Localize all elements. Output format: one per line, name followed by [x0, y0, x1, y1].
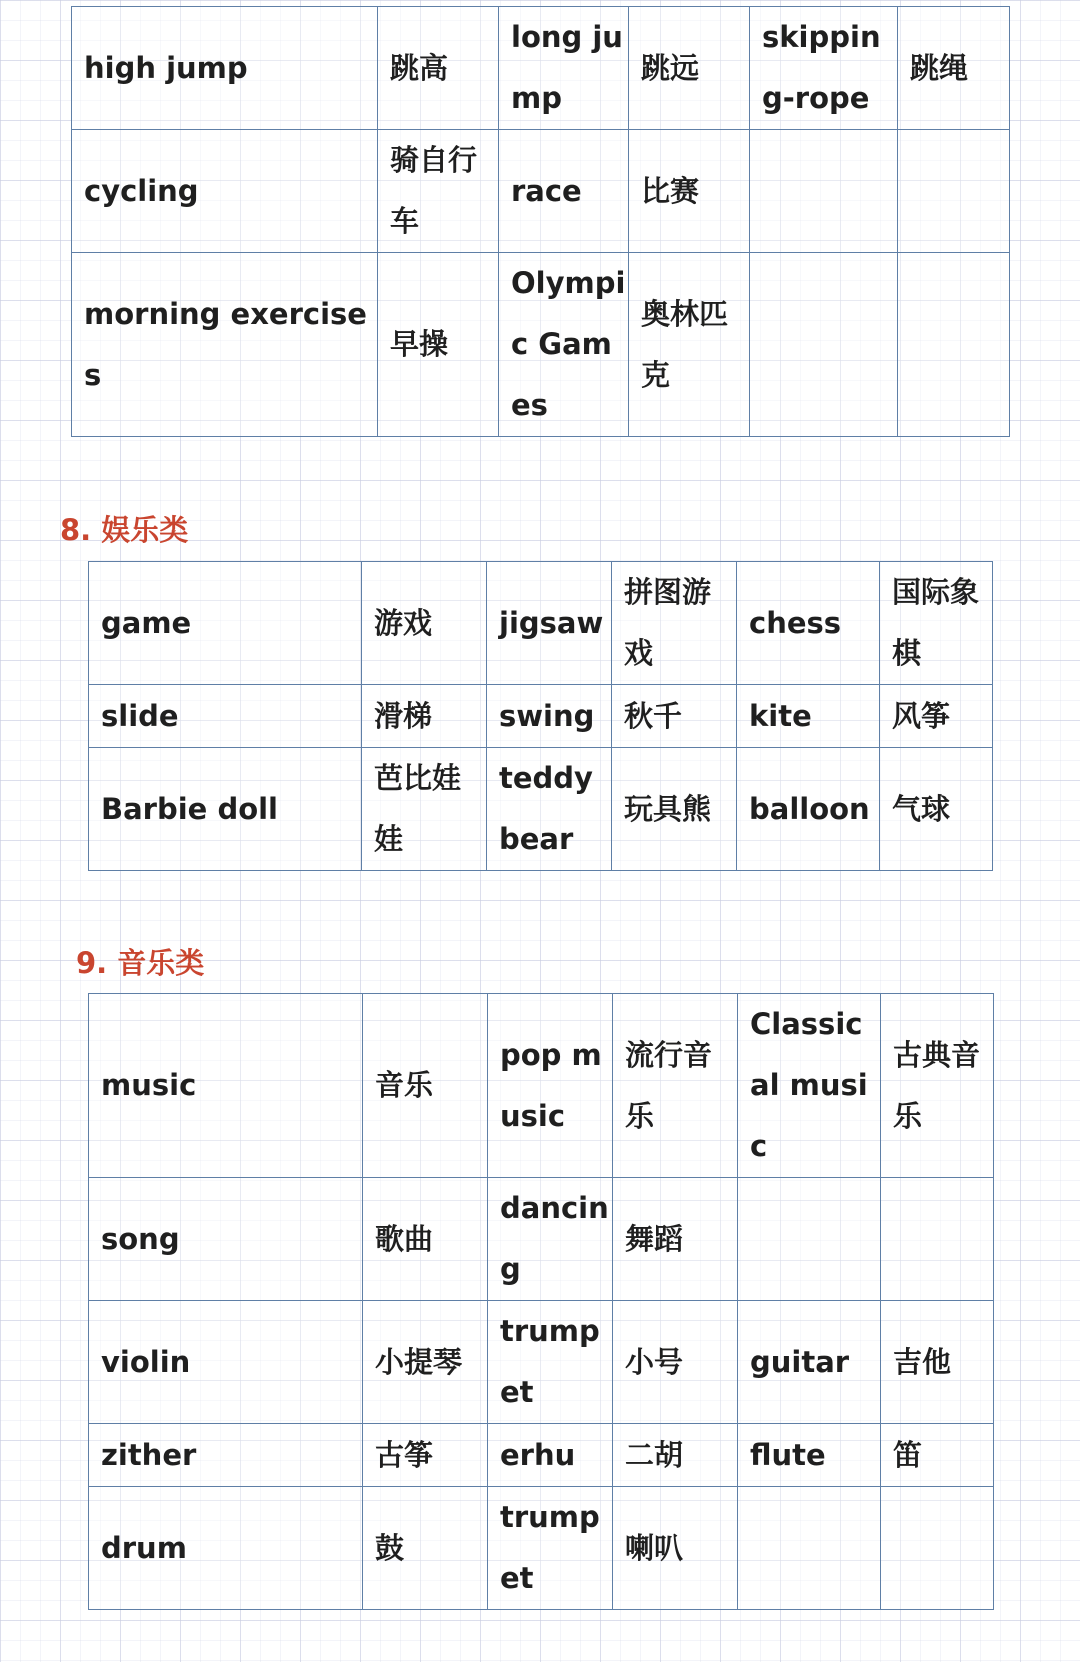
english-word: Classical music	[738, 994, 881, 1178]
table-row	[89, 994, 994, 1178]
empty-cell	[898, 253, 1010, 437]
section-title-music: 9. 音乐类	[76, 946, 205, 980]
english-word: guitar	[738, 1301, 881, 1424]
english-word: race	[499, 130, 629, 253]
english-word: skipping-rope	[750, 7, 898, 130]
chinese-meaning: 奥林匹克	[629, 253, 750, 437]
english-word: violin	[89, 1301, 363, 1424]
music-vocab-table	[88, 993, 994, 1610]
table-row	[89, 1487, 994, 1610]
english-word: flute	[738, 1424, 881, 1487]
empty-cell	[738, 1178, 881, 1301]
english-word: Olympic Games	[499, 253, 629, 437]
empty-cell	[750, 130, 898, 253]
table-row	[72, 253, 1010, 437]
empty-cell	[898, 130, 1010, 253]
empty-cell	[750, 253, 898, 437]
table-row	[89, 1178, 994, 1301]
chinese-meaning: 歌曲	[363, 1178, 488, 1301]
english-word: drum	[89, 1487, 363, 1610]
chinese-meaning: 古筝	[363, 1424, 488, 1487]
sports-vocab-table	[71, 6, 1010, 437]
chinese-meaning: 小号	[613, 1301, 738, 1424]
english-word: Barbie doll	[89, 748, 362, 871]
chinese-meaning: 跳远	[629, 7, 750, 130]
english-word: game	[89, 562, 362, 685]
table-row	[89, 562, 993, 685]
chinese-meaning: 音乐	[363, 994, 488, 1178]
table-row	[72, 130, 1010, 253]
english-word: balloon	[737, 748, 880, 871]
chinese-meaning: 游戏	[362, 562, 487, 685]
chinese-meaning: 拼图游戏	[612, 562, 737, 685]
english-word: erhu	[488, 1424, 613, 1487]
english-word: high jump	[72, 7, 378, 130]
english-word: trumpet	[488, 1301, 613, 1424]
english-word: trumpet	[488, 1487, 613, 1610]
chinese-meaning: 国际象棋	[880, 562, 993, 685]
english-word: jigsaw	[487, 562, 612, 685]
chinese-meaning: 风筝	[880, 685, 993, 748]
english-word: song	[89, 1178, 363, 1301]
english-word: teddy bear	[487, 748, 612, 871]
entertainment-vocab-table	[88, 561, 993, 871]
english-word: slide	[89, 685, 362, 748]
table-row	[89, 748, 993, 871]
chinese-meaning: 骑自行车	[378, 130, 499, 253]
chinese-meaning: 滑梯	[362, 685, 487, 748]
table-row	[72, 7, 1010, 130]
chinese-meaning: 早操	[378, 253, 499, 437]
chinese-meaning: 小提琴	[363, 1301, 488, 1424]
english-word: dancing	[488, 1178, 613, 1301]
chinese-meaning: 跳高	[378, 7, 499, 130]
english-word: pop music	[488, 994, 613, 1178]
table-row	[89, 1424, 994, 1487]
table-row	[89, 1301, 994, 1424]
english-word: long jump	[499, 7, 629, 130]
empty-cell	[738, 1487, 881, 1610]
empty-cell	[881, 1487, 994, 1610]
chinese-meaning: 玩具熊	[612, 748, 737, 871]
english-word: cycling	[72, 130, 378, 253]
chinese-meaning: 鼓	[363, 1487, 488, 1610]
english-word: morning exercises	[72, 253, 378, 437]
chinese-meaning: 跳绳	[898, 7, 1010, 130]
chinese-meaning: 喇叭	[613, 1487, 738, 1610]
chinese-meaning: 舞蹈	[613, 1178, 738, 1301]
table-row	[89, 685, 993, 748]
english-word: music	[89, 994, 363, 1178]
english-word: swing	[487, 685, 612, 748]
english-word: zither	[89, 1424, 363, 1487]
english-word: chess	[737, 562, 880, 685]
chinese-meaning: 芭比娃娃	[362, 748, 487, 871]
chinese-meaning: 古典音乐	[881, 994, 994, 1178]
chinese-meaning: 秋千	[612, 685, 737, 748]
chinese-meaning: 流行音乐	[613, 994, 738, 1178]
section-title-entertainment: 8. 娱乐类	[60, 513, 189, 547]
chinese-meaning: 气球	[880, 748, 993, 871]
chinese-meaning: 比赛	[629, 130, 750, 253]
chinese-meaning: 吉他	[881, 1301, 994, 1424]
empty-cell	[881, 1178, 994, 1301]
chinese-meaning: 二胡	[613, 1424, 738, 1487]
chinese-meaning: 笛	[881, 1424, 994, 1487]
english-word: kite	[737, 685, 880, 748]
